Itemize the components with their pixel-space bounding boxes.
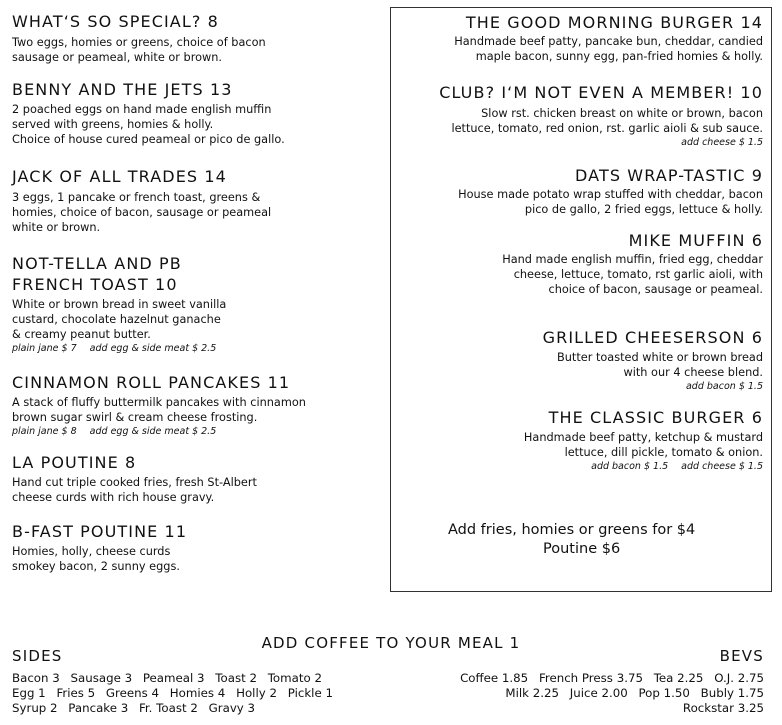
note-add-cheese: add cheese $ 1.5: [681, 137, 763, 148]
note-add-egg: add egg & side meat $ 2.5: [89, 426, 217, 437]
item-desc-line: sausage or peameal, white or brown.: [12, 51, 223, 64]
sides-row: [12, 701, 255, 716]
menu-item-mike-muffin: [502, 232, 763, 297]
item-title: B-FAST POUTINE 11: [12, 522, 188, 541]
item-title: THE CLASSIC BURGER 6: [548, 408, 763, 427]
item-desc-line: with our 4 cheese blend.: [623, 366, 763, 379]
side-item: Holly 2: [236, 686, 277, 700]
item-desc-line: Butter toasted white or brown bread: [557, 351, 763, 364]
side-item: Syrup 2: [12, 701, 58, 715]
item-note: [524, 460, 763, 473]
item-desc-line: Handmade beef patty, pancake bun, cheddar, candied: [454, 35, 763, 48]
item-desc-line: choice of bacon, sausage or peameal.: [548, 283, 763, 296]
item-desc-line: pico de gallo, 2 fried eggs, lettuce & holly.: [524, 203, 763, 216]
menu-item-whats-so-special: [12, 13, 266, 65]
add-coffee-heading: ADD COFFEE TO YOUR MEAL 1: [261, 634, 521, 652]
side-item: Fries 5: [56, 686, 96, 700]
side-item: Peameal 3: [142, 671, 205, 685]
item-title: DATS WRAP-TASTIC 9: [575, 166, 763, 185]
bev-item: Tea 2.25: [653, 671, 704, 685]
item-desc-line: & creamy peanut butter.: [12, 328, 151, 341]
side-item: Fr. Toast 2: [138, 701, 198, 715]
item-desc-line: House made potato wrap stuffed with cheddar, bacon: [458, 188, 763, 201]
side-item: Pancake 3: [68, 701, 129, 715]
item-title: THE GOOD MORNING BURGER 14: [465, 13, 763, 32]
note-plain-jane: plain jane $ 7: [12, 343, 77, 354]
item-desc-line: 3 eggs, 1 pancake or french toast, greens &: [12, 191, 261, 204]
bev-item: Rockstar 3.25: [682, 701, 764, 715]
menu-item-classic-burger: [524, 409, 763, 473]
item-note: [12, 425, 306, 438]
note-add-bacon: add bacon $ 1.5: [591, 461, 669, 472]
item-desc-line: A stack of fluffy buttermilk pancakes with cinnamon: [12, 396, 306, 409]
side-item: Pickle 1: [287, 686, 333, 700]
menu-item-jack-of-all-trades: [12, 168, 271, 235]
item-desc-line: maple bacon, sunny egg, pan-fried homies & holly.: [475, 50, 763, 63]
side-item: Egg 1: [12, 686, 46, 700]
item-title: JACK OF ALL TRADES 14: [12, 167, 227, 186]
bevs-row: [505, 686, 764, 701]
bev-item: Coffee 1.85: [460, 671, 529, 685]
item-note: [439, 136, 763, 149]
addon-poutine-text: Poutine $6: [543, 541, 621, 557]
item-desc-line: White or brown bread in sweet vanilla: [12, 298, 227, 311]
item-note: [12, 342, 226, 355]
item-desc-line: Choice of house cured peameal or pico de gallo.: [12, 133, 285, 146]
side-item: Tomato 2: [267, 671, 322, 685]
menu-item-dats-wrap-tastic: [458, 167, 763, 217]
menu-item-cinnamon-roll-pancakes: [12, 374, 306, 438]
item-title: GRILLED CHEESERSON 6: [542, 328, 763, 347]
item-desc-line: homies, choice of bacon, sausage or peameal: [12, 206, 272, 219]
item-title: CLUB? I‘M NOT EVEN A MEMBER! 10: [439, 83, 763, 102]
item-desc-line: lettuce, tomato, red onion, rst. garlic aioli & sub sauce.: [451, 122, 763, 135]
item-desc-line: lettuce, dill pickle, tomato & onion.: [564, 446, 763, 459]
item-desc-line: cheese, lettuce, tomato, rst garlic aioli, with: [513, 268, 763, 281]
item-desc-line: custard, chocolate hazelnut ganache: [12, 313, 221, 326]
menu-item-benny-and-the-jets: [12, 81, 285, 147]
sides-row: [12, 671, 322, 686]
bev-item: Milk 2.25: [505, 686, 559, 700]
side-item: Toast 2: [215, 671, 257, 685]
bev-item: Pop 1.50: [638, 686, 690, 700]
item-desc-line: Slow rst. chicken breast on white or brown, bacon: [481, 107, 763, 120]
bev-item: Juice 2.00: [569, 686, 628, 700]
item-desc-line: Handmade beef patty, ketchup & mustard: [523, 431, 763, 444]
menu-item-grilled-cheeserson: [543, 329, 763, 393]
item-desc-line: 2 poached eggs on hand made english muffin: [12, 103, 272, 116]
bev-item: Bubly 1.75: [700, 686, 764, 700]
item-desc-line: white or brown.: [12, 221, 101, 234]
note-add-bacon: add bacon $ 1.5: [685, 381, 763, 392]
sides-row: [12, 686, 333, 701]
side-item: Gravy 3: [208, 701, 256, 715]
item-desc-line: smokey bacon, 2 sunny eggs.: [12, 560, 180, 573]
menu-item-la-poutine: [12, 454, 257, 505]
menu-item-good-morning-burger: [454, 14, 763, 64]
item-desc-line: Homies, holly, cheese curds: [12, 545, 171, 558]
bev-item: O.J. 2.75: [714, 671, 764, 685]
note-plain-jane: plain jane $ 8: [12, 426, 77, 437]
item-title: LA POUTINE 8: [12, 453, 137, 472]
item-title: CINNAMON ROLL PANCAKES 11: [12, 373, 291, 392]
menu-item-club: [439, 84, 763, 149]
right-menu-panel: [390, 7, 772, 592]
item-desc-line: Hand cut triple cooked fries, fresh St-Albert: [12, 476, 257, 489]
item-desc-line: served with greens, homies & holly.: [12, 118, 214, 131]
side-item: Greens 4: [105, 686, 160, 700]
item-desc-line: Two eggs, homies or greens, choice of bacon: [12, 36, 266, 49]
bev-item: French Press 3.75: [538, 671, 643, 685]
side-item: Sausage 3: [70, 671, 133, 685]
side-item: Homies 4: [169, 686, 226, 700]
bevs-row: [460, 671, 764, 686]
item-desc-line: Hand made english muffin, fried egg, cheddar: [502, 253, 763, 266]
addon-fries-text: Add fries, homies or greens for $4: [448, 522, 696, 538]
bevs-row: [683, 701, 764, 716]
menu-item-not-tella-french-toast: [12, 253, 226, 355]
menu-item-b-fast-poutine: [12, 523, 187, 574]
item-title: BENNY AND THE JETS 13: [12, 80, 233, 99]
item-title-line: FRENCH TOAST 10: [12, 275, 178, 294]
item-title: WHAT‘S SO SPECIAL? 8: [12, 12, 219, 31]
item-title: MIKE MUFFIN 6: [628, 231, 763, 250]
sides-heading: SIDES: [12, 647, 63, 665]
side-item: Bacon 3: [12, 671, 60, 685]
item-title-line: NOT-TELLA AND PB: [12, 254, 182, 273]
bevs-heading: BEVS: [719, 647, 764, 665]
note-add-egg: add egg & side meat $ 2.5: [89, 343, 217, 354]
note-add-cheese: add cheese $ 1.5: [681, 461, 763, 472]
item-note: [543, 380, 763, 393]
item-desc-line: brown sugar swirl & cream cheese frosting.: [12, 411, 258, 424]
item-desc-line: cheese curds with rich house gravy.: [12, 491, 215, 504]
